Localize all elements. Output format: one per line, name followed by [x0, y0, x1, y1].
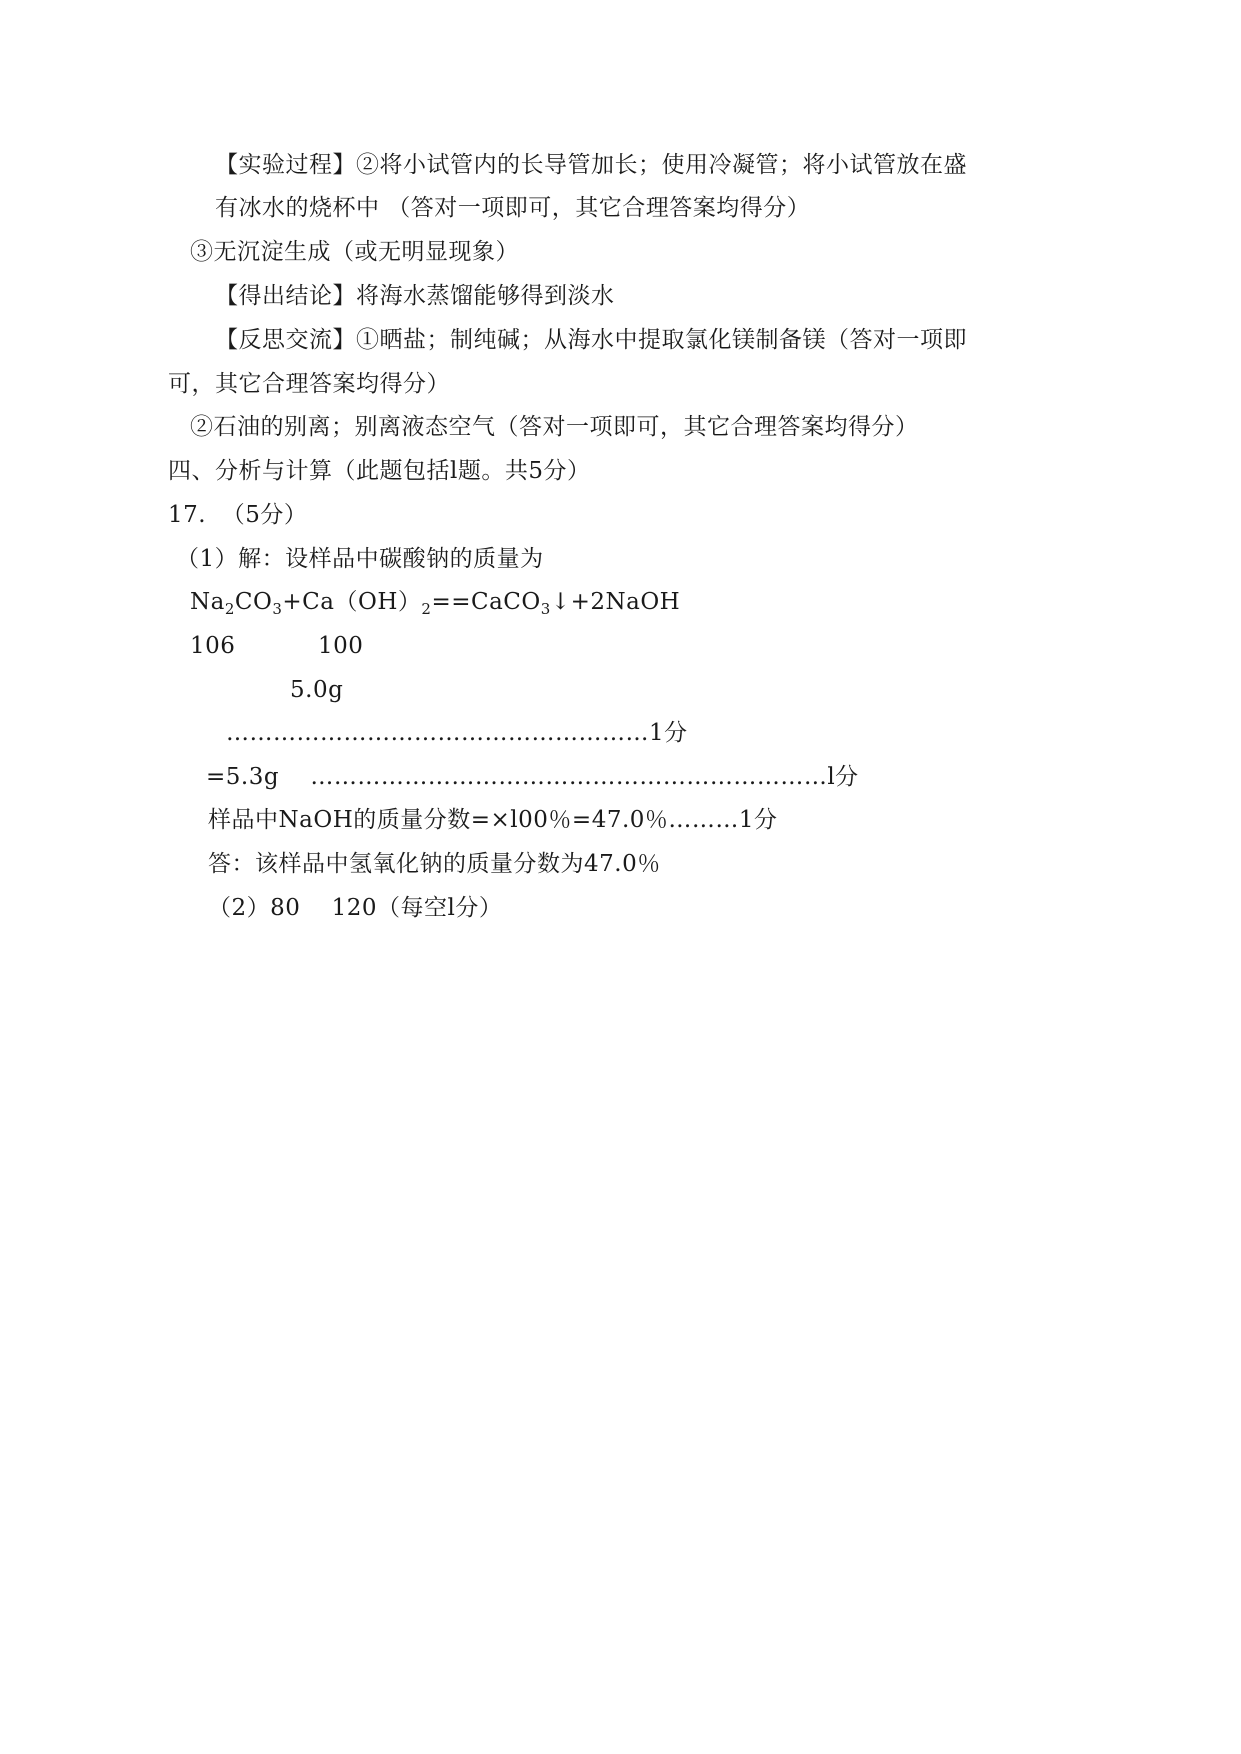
experiment-process-continuation: 有冰水的烧杯中 （答对一项即可，其它合理答案均得分） [215, 195, 811, 221]
solution-intro: （1）解：设样品中碳酸钠的质量为 [176, 546, 544, 572]
eq-end: ↓+2NaOH [550, 589, 681, 615]
question-number: 17. （5分） [168, 502, 308, 528]
eq-sub-1: 2 [224, 600, 235, 618]
conclusion-line: 【得出结论】将海水蒸馏能够得到淡水 [215, 283, 615, 309]
naoh-fraction-line: 样品中NaOH的质量分数=×l00％=47.0％………1分 [208, 807, 778, 833]
eq-sub-2: 3 [272, 600, 283, 618]
part-2-line: （2）80 120（每空l分） [208, 895, 503, 921]
eq-co: CO [234, 589, 273, 615]
result-line: =5.3g …………………………………………………………l分 [206, 764, 859, 790]
eq-na: Na [190, 589, 225, 615]
petroleum-line: ②石油的别离；别离液态空气（答对一项即可，其它合理答案均得分） [190, 414, 919, 440]
score-dots-line-1: ………………………………………………1分 [226, 720, 688, 746]
section-heading: 四、分析与计算（此题包括l题。共5分） [168, 458, 591, 484]
no-precipitate-line: ③无沉淀生成（或无明显现象） [190, 239, 519, 265]
eq-sub-3: 2 [421, 600, 432, 618]
molar-mass-100: 100 [318, 633, 364, 659]
chemical-equation [190, 587, 680, 617]
mass-5g: 5.0g [290, 677, 344, 703]
answer-line: 答：该样品中氢氧化钠的质量分数为47.0％ [208, 851, 661, 877]
eq-sub-4: 3 [540, 600, 551, 618]
experiment-process-line: 【实验过程】②将小试管内的长导管加长；使用冷凝管；将小试管放在盛 [215, 152, 967, 178]
reflection-continuation: 可，其它合理答案均得分） [168, 371, 450, 397]
reflection-line: 【反思交流】①晒盐；制纯碱；从海水中提取氯化镁制备镁（答对一项即 [215, 327, 967, 353]
eq-mid2: ==CaCO [431, 589, 541, 615]
molar-mass-106: 106 [190, 633, 236, 659]
eq-mid: +Ca（OH） [282, 589, 422, 615]
